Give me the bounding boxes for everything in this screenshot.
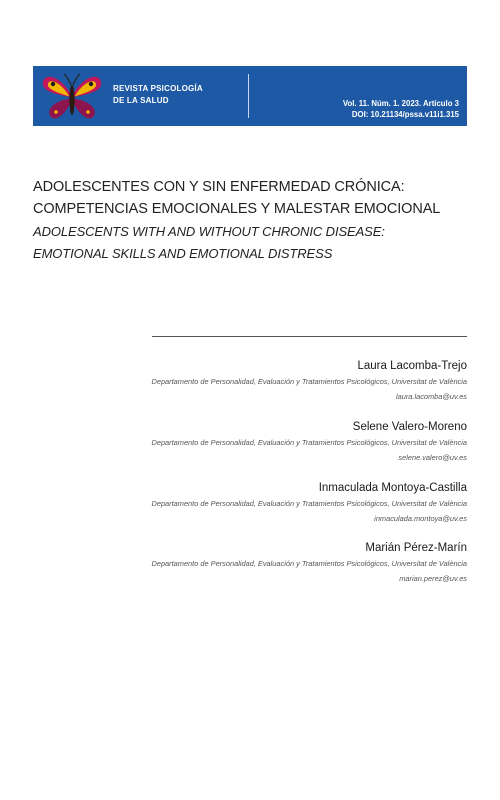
banner-divider — [248, 74, 249, 118]
author-email[interactable]: laura.lacomba@uv.es — [395, 392, 467, 401]
author-name: Selene Valero-Moreno — [352, 421, 467, 433]
citation-doi: DOI: 10.21134/pssa.v11i1.315 — [351, 109, 459, 119]
author-affiliation: Departamento de Personalidad, Evaluación y Tratamientos Psicológicos, Universitat de València — [151, 559, 467, 568]
title-spanish-line1: ADOLESCENTES CON Y SIN ENFERMEDAD CRÓNICA: — [33, 179, 405, 195]
butterfly-logo-icon — [39, 70, 105, 122]
journal-name-line2: DE LA SALUD — [113, 96, 169, 105]
author-affiliation: Departamento de Personalidad, Evaluación y Tratamientos Psicológicos, Universitat de València — [151, 438, 467, 447]
author-email[interactable]: inmaculada.montoya@uv.es — [374, 514, 467, 523]
author-affiliation: Departamento de Personalidad, Evaluación y Tratamientos Psicológicos, Universitat de València — [151, 499, 467, 508]
title-english-line2: EMOTIONAL SKILLS AND EMOTIONAL DISTRESS — [33, 246, 333, 261]
author-block — [27, 481, 467, 526]
author-email[interactable]: marian.perez@uv.es — [399, 574, 467, 583]
author-name: Inmaculada Montoya-Castilla — [318, 482, 467, 494]
title-english — [33, 221, 473, 265]
journal-name — [113, 83, 203, 107]
journal-name-line1: REVISTA PSICOLOGÍA — [113, 84, 203, 93]
citation-volume: Vol. 11. Núm. 1. 2023. Artículo 3 — [342, 99, 459, 108]
author-block — [27, 359, 467, 404]
journal-banner — [33, 66, 467, 126]
author-affiliation: Departamento de Personalidad, Evaluación y Tratamientos Psicológicos, Universitat de València — [151, 377, 467, 386]
citation-info — [343, 99, 459, 120]
title-english-line1: ADOLESCENTS WITH AND WITHOUT CHRONIC DISEASE: — [33, 224, 385, 239]
title-spanish — [33, 176, 473, 220]
author-email[interactable]: selene.valero@uv.es — [398, 453, 467, 462]
author-name: Laura Lacomba-Trejo — [357, 360, 467, 372]
title-spanish-line2: COMPETENCIAS EMOCIONALES Y MALESTAR EMOCIONAL — [33, 201, 441, 217]
author-block — [27, 420, 467, 465]
author-name: Marián Pérez-Marín — [365, 542, 467, 554]
author-block — [27, 541, 467, 586]
author-divider — [152, 336, 467, 337]
